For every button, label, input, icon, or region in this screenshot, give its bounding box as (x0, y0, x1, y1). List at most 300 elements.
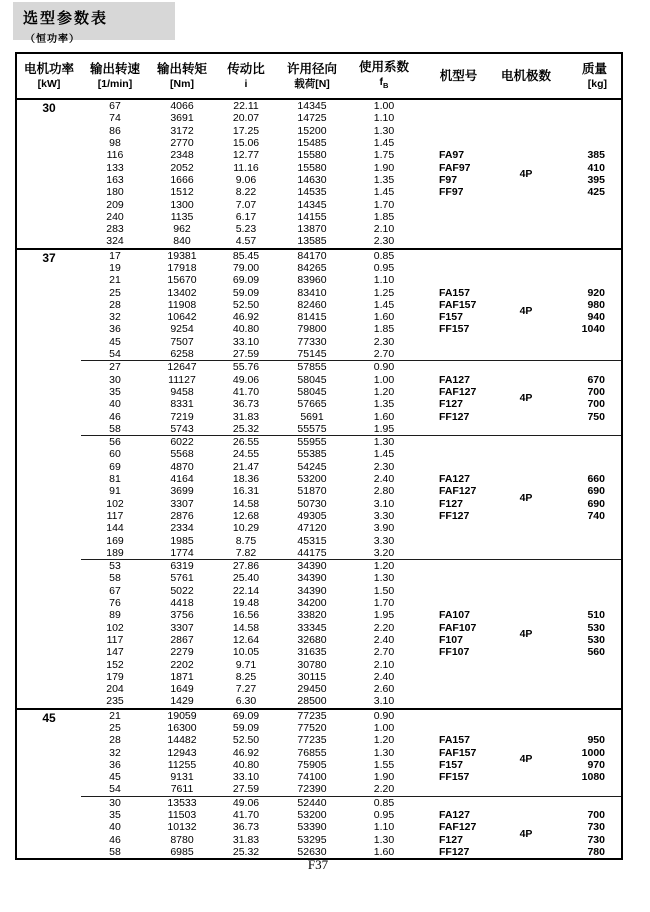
cell-torque: 11255 (167, 758, 197, 771)
cell-load: 57665 (297, 398, 327, 411)
cell-fb: 1.30 (373, 572, 395, 585)
column-header-ratio: 传动比 i (215, 53, 277, 99)
table-row (16, 609, 622, 621)
cell-fb: 1.60 (373, 311, 395, 324)
cell-load: 30115 (297, 670, 327, 683)
model-cell: FA127 (439, 809, 470, 822)
cell-ratio: 7.07 (235, 198, 257, 211)
table-row (16, 547, 622, 560)
cell-torque: 2867 (170, 633, 194, 646)
cell-fb: 1.20 (373, 734, 395, 747)
poles-cell-empty (496, 361, 556, 374)
cell-fb: 0.85 (347, 796, 421, 809)
cell-torque: 2770 (170, 137, 194, 150)
column-header-power: 电机功率 [kW] (16, 53, 81, 99)
cell-ratio: 18.36 (232, 473, 260, 486)
poles-cell-empty (496, 461, 556, 473)
column-header-mass: 质量 [kg] (556, 53, 622, 99)
model-cell (421, 522, 496, 534)
cell-load: 31635 (297, 646, 327, 659)
weight-cell (556, 361, 622, 374)
cell-speed: 98 (109, 137, 121, 150)
weight-cell (556, 722, 622, 734)
table-row (16, 125, 622, 137)
cell-ratio: 59.09 (232, 286, 260, 299)
poles-cell-empty (496, 436, 556, 449)
weight-cell (556, 534, 622, 546)
poles-cell-empty (496, 585, 556, 597)
model-cell: FAF107 (439, 621, 477, 634)
cell-speed: 116 (106, 149, 124, 162)
cell-fb: 1.45 (373, 137, 395, 150)
weight-cell (556, 796, 622, 809)
cell-torque: 6258 (170, 348, 194, 361)
cell-torque: 5743 (170, 422, 194, 435)
cell-load: 77520 (297, 721, 327, 734)
model-cell (421, 547, 496, 560)
cell-speed: 40 (109, 821, 121, 834)
model-cell: FAF127 (439, 821, 477, 834)
cell-load: 14725 (297, 112, 327, 125)
cell-fb: 3.30 (373, 534, 395, 547)
cell-fb: 0.95 (373, 262, 395, 274)
weight-cell (556, 137, 622, 149)
model-cell (421, 249, 496, 262)
table-row (16, 559, 622, 572)
poles-cell-empty (496, 671, 556, 683)
cell-torque: 3756 (170, 609, 194, 622)
cell-torque: 2876 (170, 509, 194, 522)
weight-cell: 560 (587, 646, 605, 659)
model-cell (421, 262, 496, 274)
cell-speed: 147 (106, 646, 124, 659)
poles-cell-empty (496, 522, 556, 534)
cell-torque: 5568 (170, 448, 194, 461)
cell-ratio: 40.80 (232, 323, 260, 336)
poles-cell-empty (496, 722, 556, 734)
weight-cell: 690 (587, 497, 605, 510)
cell-ratio: 59.09 (232, 721, 260, 734)
model-cell: F157 (439, 758, 463, 771)
cell-fb: 3.10 (373, 497, 395, 510)
cell-load: 30780 (297, 658, 327, 671)
cell-fb: 1.20 (373, 385, 395, 398)
cell-load: 84265 (297, 262, 327, 274)
cell-speed: 25 (109, 286, 121, 299)
cell-ratio: 10.29 (232, 522, 260, 535)
cell-fb: 1.10 (373, 821, 395, 834)
model-cell (421, 796, 496, 809)
cell-speed: 46 (109, 833, 121, 846)
table-row (16, 473, 622, 485)
model-cell: FF127 (439, 845, 470, 858)
table-row (16, 348, 622, 361)
cell-ratio: 22.14 (232, 584, 260, 597)
cell-speed: 283 (106, 223, 124, 236)
cell-speed: 56 (81, 436, 149, 449)
weight-cell: 1040 (581, 323, 605, 336)
cell-load: 29450 (297, 683, 327, 696)
weight-cell (556, 461, 622, 473)
weight-cell: 980 (587, 298, 605, 311)
weight-cell: 920 (587, 286, 605, 299)
model-cell: F127 (439, 497, 463, 510)
poles-cell-empty (496, 597, 556, 609)
table-row (16, 249, 622, 262)
table-row (16, 522, 622, 534)
cell-speed: 36 (109, 758, 121, 771)
weight-cell (556, 249, 622, 262)
cell-torque: 840 (173, 235, 191, 248)
model-cell (421, 534, 496, 546)
cell-ratio: 16.56 (232, 609, 260, 622)
cell-fb: 2.40 (373, 473, 395, 486)
poles-cell-empty (496, 249, 556, 262)
cell-fb: 0.90 (347, 709, 421, 722)
table-row (16, 361, 622, 374)
weight-cell (556, 695, 622, 708)
model-cell (421, 658, 496, 670)
table-row (16, 336, 622, 348)
page-title: 选型参数表 (23, 10, 109, 27)
cell-torque: 3172 (170, 124, 194, 137)
cell-speed: 35 (109, 385, 121, 398)
weight-cell: 700 (587, 809, 605, 822)
cell-ratio: 26.55 (215, 436, 277, 449)
table-row (16, 137, 622, 149)
cell-speed: 58 (109, 572, 121, 585)
weight-cell (556, 572, 622, 584)
cell-torque: 2202 (170, 658, 194, 671)
cell-ratio: 21.47 (232, 460, 260, 473)
table-row (16, 658, 622, 670)
cell-load: 34390 (297, 572, 327, 585)
cell-load: 15580 (297, 161, 327, 174)
cell-load: 28500 (297, 695, 327, 708)
cell-speed: 324 (106, 235, 124, 248)
cell-load: 53390 (297, 821, 327, 834)
poles-cell-empty (496, 99, 556, 112)
cell-speed: 67 (109, 100, 121, 113)
cell-fb: 1.55 (373, 758, 395, 771)
cell-load: 15485 (297, 137, 327, 150)
cell-speed: 21 (81, 709, 149, 722)
table-row (16, 572, 622, 584)
weight-cell: 510 (587, 609, 605, 622)
cell-load: 34200 (297, 597, 327, 610)
cell-torque: 2334 (170, 522, 194, 535)
weight-cell (556, 274, 622, 286)
cell-load: 14155 (297, 210, 327, 223)
weight-cell (556, 671, 622, 683)
cell-ratio: 19.48 (232, 597, 260, 610)
cell-load: 79800 (297, 323, 327, 336)
table-row (16, 534, 622, 546)
cell-torque: 8331 (170, 398, 194, 411)
model-cell (421, 572, 496, 584)
cell-ratio: 27.59 (232, 348, 260, 361)
cell-speed: 117 (106, 509, 124, 522)
cell-torque: 4870 (170, 460, 194, 473)
cell-torque: 6985 (170, 845, 194, 858)
model-cell: FF127 (439, 410, 470, 423)
cell-speed: 179 (106, 670, 124, 683)
cell-ratio: 36.73 (232, 398, 260, 411)
weight-cell: 660 (587, 473, 605, 486)
cell-torque: 1135 (170, 210, 194, 223)
cell-load: 75145 (297, 348, 327, 361)
cell-load: 44175 (297, 546, 327, 559)
cell-load: 13870 (297, 223, 327, 236)
cell-fb: 2.80 (373, 485, 395, 498)
cell-torque: 6319 (149, 559, 215, 572)
weight-cell: 940 (587, 311, 605, 324)
weight-cell (556, 99, 622, 112)
cell-speed: 30 (109, 373, 121, 386)
cell-ratio: 14.58 (232, 497, 260, 510)
cell-torque: 2348 (170, 149, 194, 162)
weight-cell (556, 423, 622, 436)
cell-ratio: 9.06 (235, 173, 257, 186)
cell-fb: 1.90 (373, 771, 395, 784)
weight-cell (556, 436, 622, 449)
cell-torque: 2052 (170, 161, 194, 174)
model-cell (421, 361, 496, 374)
weight-cell: 530 (587, 621, 605, 634)
cell-load: 14345 (297, 100, 327, 113)
poles-cell-empty (496, 695, 556, 708)
cell-torque: 10642 (167, 311, 197, 324)
poles-cell-empty (496, 559, 556, 572)
cell-load: 51870 (297, 485, 327, 498)
poles-cell-empty (496, 448, 556, 460)
cell-ratio: 15.06 (232, 137, 260, 150)
cell-torque: 11503 (167, 809, 197, 822)
table-row (16, 461, 622, 473)
poles-cell: 4P (519, 167, 533, 180)
cell-torque: 11127 (168, 373, 196, 386)
model-cell (421, 683, 496, 695)
cell-speed: 163 (106, 173, 124, 186)
cell-torque: 9131 (170, 771, 194, 784)
cell-fb: 3.90 (373, 522, 395, 535)
poles-cell-empty (496, 125, 556, 137)
cell-torque: 16300 (167, 721, 197, 734)
cell-ratio: 40.80 (232, 758, 260, 771)
model-cell: FA127 (439, 373, 470, 386)
cell-torque: 4164 (170, 473, 194, 486)
selection-parameters-table (15, 52, 623, 860)
table-row (16, 683, 622, 695)
cell-torque: 1666 (170, 173, 194, 186)
cell-load: 34390 (277, 559, 347, 572)
cell-load: 74100 (297, 771, 327, 784)
model-cell (421, 671, 496, 683)
model-cell: FAF127 (439, 385, 477, 398)
cell-torque: 19381 (149, 249, 215, 262)
cell-load: 14535 (297, 186, 327, 199)
cell-ratio: 22.11 (233, 100, 259, 113)
cell-load: 50730 (297, 497, 327, 510)
page-subtitle: （恒功率） (25, 34, 80, 45)
cell-speed: 54 (109, 348, 121, 361)
model-cell (421, 448, 496, 460)
weight-cell: 690 (587, 485, 605, 498)
model-cell (421, 223, 496, 235)
cell-ratio: 9.71 (235, 658, 257, 671)
weight-cell (556, 448, 622, 460)
weight-cell: 750 (587, 410, 605, 423)
cell-load: 15200 (297, 124, 327, 137)
poles-cell-empty (496, 348, 556, 361)
cell-torque: 4066 (170, 100, 194, 113)
cell-ratio: 8.75 (235, 534, 257, 547)
cell-speed: 25 (109, 721, 121, 734)
poles-cell: 4P (519, 827, 533, 840)
weight-cell: 670 (587, 373, 605, 386)
cell-speed: 21 (109, 274, 121, 287)
table-row (16, 274, 622, 286)
model-cell: FA107 (439, 609, 470, 622)
model-cell: FA97 (439, 149, 465, 162)
model-cell (421, 436, 496, 449)
cell-torque: 1985 (170, 534, 194, 547)
cell-ratio: 16.31 (232, 485, 260, 498)
cell-torque: 6022 (149, 436, 215, 449)
cell-fb: 3.30 (373, 509, 395, 522)
model-cell: FF157 (439, 771, 470, 784)
model-cell (421, 348, 496, 361)
cell-fb: 1.60 (373, 845, 395, 858)
power-group-label: 30 (42, 101, 56, 115)
poles-cell-empty (496, 198, 556, 210)
cell-torque: 19059 (149, 709, 215, 722)
cell-ratio: 69.09 (215, 709, 277, 722)
weight-cell (556, 223, 622, 235)
cell-ratio: 79.00 (232, 262, 260, 274)
cell-speed: 169 (106, 534, 124, 547)
model-cell (421, 211, 496, 223)
poles-cell-empty (496, 235, 556, 248)
weight-cell (556, 783, 622, 796)
cell-load: 77330 (297, 335, 327, 348)
cell-torque: 7507 (170, 335, 194, 348)
cell-ratio: 69.09 (232, 274, 260, 287)
power-group-label: 37 (16, 249, 81, 709)
table-row (16, 448, 622, 460)
cell-ratio: 24.55 (232, 448, 260, 461)
poles-cell-empty (496, 423, 556, 436)
cell-fb: 2.10 (373, 658, 395, 671)
cell-fb: 2.40 (373, 670, 395, 683)
model-cell (421, 559, 496, 572)
cell-torque: 962 (173, 223, 191, 236)
weight-cell (556, 522, 622, 534)
cell-speed: 35 (109, 809, 121, 822)
cell-fb: 1.10 (373, 112, 395, 125)
cell-fb: 2.60 (373, 683, 395, 696)
cell-ratio: 49.06 (232, 373, 260, 386)
model-cell: FF107 (439, 646, 470, 659)
table-row (16, 198, 622, 210)
cell-speed: 102 (106, 497, 124, 510)
cell-ratio: 55.76 (215, 361, 277, 374)
cell-load: 53295 (297, 833, 327, 846)
table-row (16, 223, 622, 235)
cell-fb: 1.60 (373, 410, 395, 423)
cell-ratio: 49.06 (215, 796, 277, 809)
cell-load: 72390 (297, 783, 327, 796)
cell-torque: 9254 (170, 323, 194, 336)
table-row (16, 112, 622, 124)
cell-fb: 1.10 (373, 274, 395, 287)
power-group-label: 45 (16, 709, 81, 860)
cell-torque: 7219 (170, 410, 194, 423)
table-row (16, 709, 622, 722)
cell-speed: 102 (106, 621, 124, 634)
cell-ratio: 12.68 (232, 509, 260, 522)
cell-load: 45315 (297, 534, 327, 547)
cell-load: 5691 (300, 410, 324, 423)
model-cell (421, 461, 496, 473)
weight-cell: 700 (587, 385, 605, 398)
cell-speed: 53 (81, 559, 149, 572)
weight-cell (556, 235, 622, 248)
cell-speed: 58 (109, 845, 121, 858)
table-row (16, 286, 622, 298)
weight-cell: 1000 (581, 746, 605, 759)
table-row (16, 423, 622, 436)
cell-ratio: 41.70 (232, 809, 260, 822)
weight-cell: 740 (587, 509, 605, 522)
weight-cell (556, 198, 622, 210)
cell-fb: 2.70 (373, 348, 395, 361)
cell-ratio: 46.92 (232, 311, 260, 324)
cell-load: 14345 (297, 198, 327, 211)
cell-ratio: 25.40 (232, 572, 260, 585)
model-cell: F157 (439, 311, 463, 324)
cell-load: 15580 (297, 149, 327, 162)
model-cell (421, 125, 496, 137)
cell-ratio: 14.58 (232, 621, 260, 634)
cell-fb: 2.30 (373, 235, 395, 248)
cell-speed: 189 (106, 546, 124, 559)
cell-fb: 2.30 (373, 335, 395, 348)
column-header-fb: 使用系数 $f_B$ (347, 53, 421, 99)
cell-load: 84170 (277, 249, 347, 262)
model-cell (421, 137, 496, 149)
model-cell: FF127 (439, 509, 470, 522)
poles-cell-empty (496, 262, 556, 274)
cell-ratio: 31.83 (232, 410, 260, 423)
cell-load: 53200 (297, 809, 327, 822)
cell-ratio: 25.32 (232, 422, 260, 435)
cell-fb: 2.20 (373, 783, 395, 796)
cell-load: 82460 (297, 298, 327, 311)
weight-cell: 730 (587, 821, 605, 834)
cell-torque: 1429 (170, 695, 194, 708)
table-row (16, 695, 622, 708)
cell-ratio: 27.59 (232, 783, 260, 796)
poles-cell-empty (496, 547, 556, 560)
cell-fb: 2.40 (373, 633, 395, 646)
cell-speed: 180 (106, 186, 124, 199)
cell-speed: 58 (109, 422, 121, 435)
cell-torque: 13533 (149, 796, 215, 809)
cell-speed: 60 (109, 448, 121, 461)
weight-cell: 1080 (581, 771, 605, 784)
table-row (16, 235, 622, 248)
